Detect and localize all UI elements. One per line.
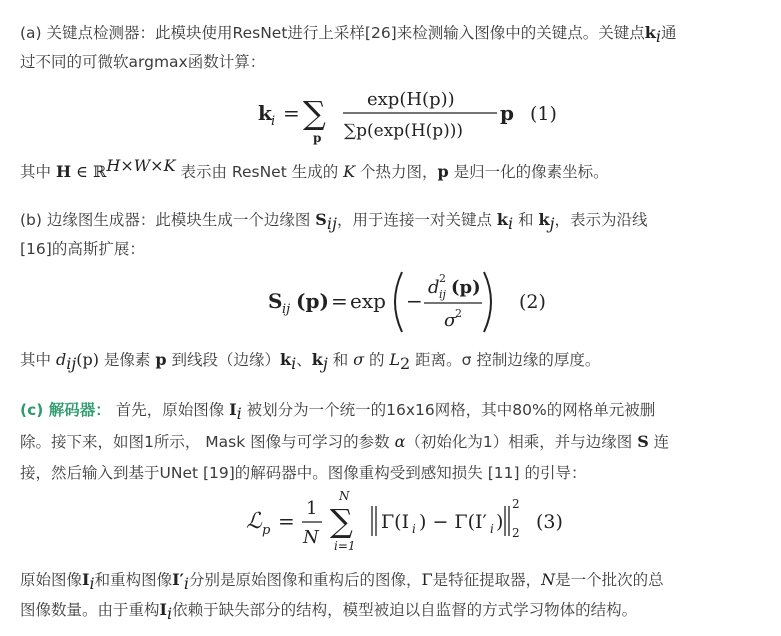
equation-2 bbox=[0, 266, 781, 338]
kp-i-sub: i bbox=[507, 214, 514, 234]
eq1-lhs: k bbox=[258, 101, 272, 125]
section-b-line2: [16]的高斯扩展： bbox=[20, 240, 145, 258]
eq1-sum: ∑ bbox=[303, 94, 326, 132]
note-c-line2-end: 依赖于缺失部分的结构，模型被迫以自监督的方式学习物体的结构。 bbox=[172, 601, 638, 619]
note-c-gamma: Γ bbox=[421, 570, 433, 589]
section-c-note bbox=[20, 565, 760, 625]
eq2-number: (2) bbox=[519, 291, 546, 313]
eq2-num-d: d bbox=[428, 277, 440, 298]
eq3-norm-sub: 2 bbox=[512, 526, 520, 540]
eq2-lhs-arg: (p) bbox=[296, 289, 329, 313]
eq2-den: σ bbox=[444, 310, 457, 331]
section-a-line1-text: (a) 关键点检测器：此模块使用ResNet进行上采样[26]来检测输入图像中的关键点。关键点 bbox=[20, 24, 645, 42]
eq1-lhs-sub: i bbox=[271, 114, 276, 129]
section-c-paragraph bbox=[20, 394, 760, 489]
eq3-body-sub: i bbox=[412, 522, 416, 536]
note-b-kj-sub: j bbox=[322, 354, 328, 374]
note-b-dsub: ij bbox=[66, 354, 77, 374]
note-c-line2: 图像数量。由于重构 bbox=[20, 601, 160, 619]
note-b-sigma: σ bbox=[353, 350, 365, 369]
note-b-d: d bbox=[55, 350, 67, 369]
section-b-note bbox=[20, 345, 760, 375]
section-b-line1-end: ，表示为沿线 bbox=[554, 211, 648, 229]
section-c-I: I bbox=[229, 400, 237, 419]
section-c-alpha: α bbox=[394, 432, 406, 451]
eq2-left-paren bbox=[395, 272, 402, 332]
eq2-equals: = bbox=[331, 289, 348, 313]
eq3-lhs-sub: p bbox=[262, 523, 271, 538]
note-c-end: 是一个批次的总 bbox=[555, 571, 664, 589]
note-b-p: p bbox=[155, 350, 167, 369]
section-a-line2-text: 过不同的可微软argmax函数计算： bbox=[20, 53, 266, 71]
note-c-mid: 和重构图像 bbox=[94, 571, 173, 589]
eq3-equals: = bbox=[278, 509, 295, 533]
eq3-sum-sup: N bbox=[339, 489, 350, 503]
eq2-lhs: S bbox=[268, 289, 283, 313]
note-c-mid3: 是特征提取器， bbox=[432, 571, 542, 589]
section-a-line1-end: 通 bbox=[660, 24, 677, 42]
note-a-p: p bbox=[437, 162, 449, 181]
section-c-title: (c) 解码器： bbox=[20, 401, 111, 419]
eq1-equals: = bbox=[283, 101, 300, 125]
note-b-prefix: 其中 bbox=[20, 351, 56, 369]
kp-i-symbol: k bbox=[496, 210, 508, 229]
eq1-numerator: exp(H(p)) bbox=[367, 89, 455, 110]
section-a-paragraph bbox=[20, 18, 760, 77]
eq2-right-paren bbox=[484, 272, 491, 332]
equation-3 bbox=[0, 486, 781, 560]
eq2-exp: exp bbox=[350, 289, 386, 313]
note-b-mid: 是像素 bbox=[99, 351, 156, 369]
equation-1 bbox=[0, 80, 781, 148]
eq3-body: Γ(I bbox=[381, 511, 410, 533]
eq3-lhs: ℒ bbox=[246, 509, 262, 534]
section-c-line2-mid: （初始化为1）相乘，并与边缘图 bbox=[405, 433, 638, 451]
edge-map-symbol: S bbox=[315, 210, 327, 229]
note-c-N: N bbox=[541, 570, 556, 589]
note-b-sep: 、 bbox=[296, 351, 312, 369]
eq1-tail: p bbox=[500, 101, 514, 125]
section-c-line1-end: 被划分为一个统一的16x16网格，其中80%的网格单元被删 bbox=[241, 401, 656, 419]
eq3-number: (3) bbox=[536, 511, 563, 533]
note-a-prefix: 其中 bbox=[20, 163, 56, 181]
keypoint-subscript: i bbox=[655, 27, 661, 47]
kp-j-symbol: k bbox=[538, 210, 550, 229]
note-c-mid2: 分别是原始图像和重构后的图像， bbox=[188, 571, 422, 589]
note-a-sup: H×W×K bbox=[106, 155, 176, 175]
eq2-num-sub: ij bbox=[439, 288, 446, 301]
eq3-norm-sup: 2 bbox=[512, 497, 520, 511]
note-b-L: L bbox=[389, 350, 401, 369]
eq3-body-mid: ) − Γ(I′ bbox=[419, 511, 487, 533]
note-b-dp: (p) bbox=[76, 350, 99, 369]
eq3-sum-sub: i=1 bbox=[334, 539, 356, 553]
eq3-frac-den: N bbox=[303, 527, 319, 548]
note-b-ki: k bbox=[279, 350, 292, 369]
section-c-line2: 除。接下来，如图1所示， Mask 图像与可学习的参数 bbox=[20, 433, 395, 451]
keypoint-symbol: k bbox=[644, 23, 656, 42]
note-b-kj: k bbox=[311, 350, 323, 369]
section-b-and: 和 bbox=[513, 211, 539, 229]
eq1-number: (1) bbox=[530, 103, 557, 125]
eq2-minus: − bbox=[406, 289, 423, 313]
section-b-paragraph bbox=[20, 205, 760, 264]
note-b-mid2: 到线段（边缘） bbox=[166, 351, 280, 369]
note-c-Ip-sub: i bbox=[183, 574, 189, 594]
section-c-I-sub: i bbox=[236, 404, 242, 424]
note-c-Ip: I′ bbox=[172, 570, 184, 589]
edge-map-sub: ij bbox=[326, 214, 337, 234]
note-c-I: I bbox=[82, 570, 90, 589]
note-b-Lsub: 2 bbox=[400, 354, 411, 374]
note-c-line2-I-sub: i bbox=[167, 604, 173, 624]
note-a-mid2: 个热力图， bbox=[355, 163, 438, 181]
kp-j-sub: j bbox=[549, 214, 555, 234]
section-c-line1: 首先，原始图像 bbox=[110, 401, 230, 419]
section-c-line2-end: 连 bbox=[648, 433, 670, 451]
note-b-and: 和 bbox=[327, 351, 354, 369]
note-b-end: 距离。σ 控制边缘的厚度。 bbox=[410, 351, 601, 369]
note-b-ki-sub: i bbox=[291, 354, 297, 374]
section-c-line3: 接，然后输入到基于UNet [19]的解码器中。图像重构受到感知损失 [11] 的引导： bbox=[20, 464, 587, 482]
eq2-den-sup: 2 bbox=[455, 307, 462, 320]
eq3-body-sub2: i bbox=[490, 522, 494, 536]
note-b-mid3: 的 bbox=[364, 351, 390, 369]
note-a-mid: 表示由 ResNet 生成的 bbox=[175, 163, 344, 181]
note-c-prefix: 原始图像 bbox=[20, 571, 83, 589]
section-b-line1: (b) 边缘图生成器：此模块生成一个边缘图 bbox=[20, 211, 316, 229]
eq1-denominator: ∑p(exp(H(p))) bbox=[344, 121, 464, 141]
eq2-lhs-sub: ij bbox=[282, 302, 291, 317]
eq2-num-arg: (p) bbox=[451, 277, 481, 298]
note-c-line2-I: I bbox=[159, 600, 167, 619]
section-c-S: S bbox=[637, 432, 649, 451]
eq3-body-end: ) bbox=[496, 511, 504, 533]
note-c-I-sub: i bbox=[89, 574, 95, 594]
note-a-in: ∈ ℝ bbox=[71, 162, 107, 181]
note-a-end: 是归一化的像素坐标。 bbox=[448, 163, 609, 181]
heatmap-symbol: H bbox=[55, 162, 72, 181]
section-b-line1-mid: ，用于连接一对关键点 bbox=[336, 211, 497, 229]
eq3-frac-num: 1 bbox=[306, 498, 318, 519]
section-a-note bbox=[20, 157, 760, 187]
eq1-sum-sub: p bbox=[313, 131, 322, 145]
eq3-sum: ∑ bbox=[330, 502, 353, 540]
note-a-K: K bbox=[343, 162, 356, 181]
eq2-num-sup: 2 bbox=[439, 272, 446, 285]
